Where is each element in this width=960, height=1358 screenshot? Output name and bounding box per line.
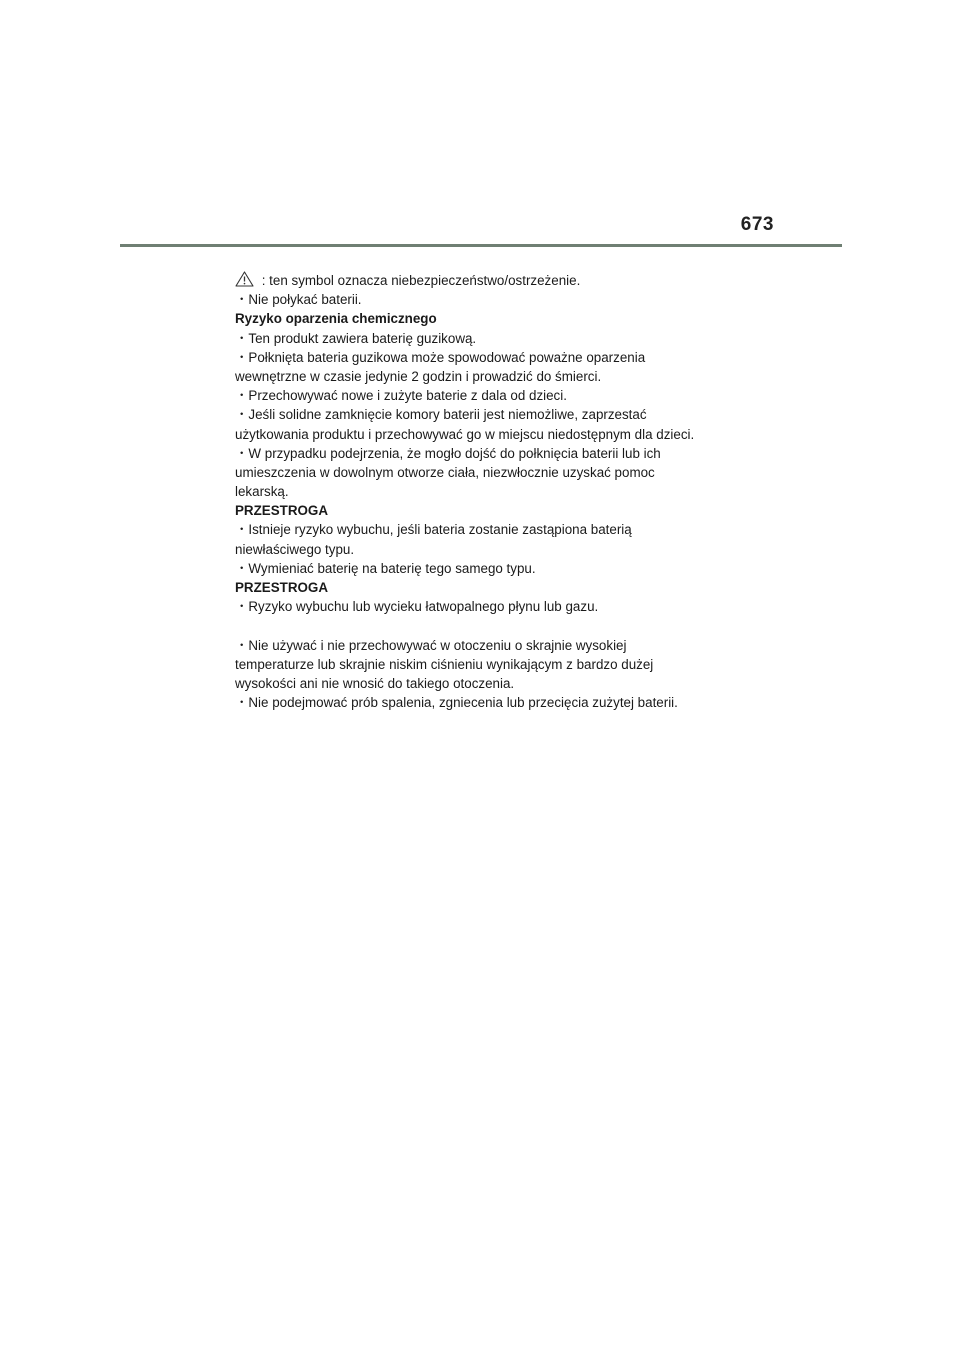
text-line: ・Jeśli solidne zamknięcie komory baterii jest niemożliwe, zaprzestać xyxy=(235,407,647,423)
text-line: ・Przechowywać nowe i zużyte baterie z dala od dzieci. xyxy=(235,388,567,404)
text-line: ・Wymieniać baterię na baterię tego samego typu. xyxy=(235,560,536,576)
text-line: ・Nie podejmować prób spalenia, zgniecenia lub przecięcia zużytej baterii. xyxy=(235,695,678,711)
header-rule xyxy=(120,244,842,247)
warning-legend-text: : ten symbol oznacza niebezpieczeństwo/ostrzeżenie. xyxy=(258,273,581,288)
warning-content xyxy=(235,271,735,712)
text-line: ・Nie używać i nie przechowywać w otoczeniu o skrajnie wysokiej xyxy=(235,637,627,653)
text-line: użytkowania produktu i przechowywać go w miejscu niedostępnym dla dzieci. xyxy=(235,426,695,442)
page-number: 673 xyxy=(740,214,774,235)
text-line: ・Ryzyko wybuchu lub wycieku łatwopalnego płynu lub gazu. xyxy=(235,599,599,615)
blank-line xyxy=(235,616,735,635)
text-line: niewłaściwego typu. xyxy=(235,541,355,557)
warning-body xyxy=(235,290,735,712)
text-line: lekarską. xyxy=(235,484,289,500)
text-line: ・W przypadku podejrzenia, że mogło dojść do połknięcia baterii lub ich xyxy=(235,445,661,461)
warning-triangle-icon xyxy=(235,271,254,287)
text-line: temperaturze lub skrajnie niskim ciśnieniu wynikającym z bardzo dużej xyxy=(235,656,654,672)
text-line: umieszczenia w dowolnym otworze ciała, niezwłocznie uzyskać pomoc xyxy=(235,464,655,480)
text-line: ・Połknięta bateria guzikowa może spowodować poważne oparzenia xyxy=(235,349,646,365)
text-line: ・Istnieje ryzyko wybuchu, jeśli bateria zostanie zastąpiona baterią xyxy=(235,522,632,538)
text-line: ・Ten produkt zawiera baterię guzikową. xyxy=(235,330,477,346)
section-heading: PRZESTROGA xyxy=(235,580,328,595)
text-line: wysokości ani nie wnosić do takiego otoczenia. xyxy=(235,675,515,691)
section-heading: Ryzyko oparzenia chemicznego xyxy=(235,311,437,327)
text-line: ・Nie połykać baterii. xyxy=(235,292,362,308)
warning-legend-line xyxy=(235,271,735,290)
section-heading: PRZESTROGA xyxy=(235,503,328,519)
text-line: wewnętrzne w czasie jedynie 2 godzin i prowadzić do śmierci. xyxy=(235,368,602,384)
